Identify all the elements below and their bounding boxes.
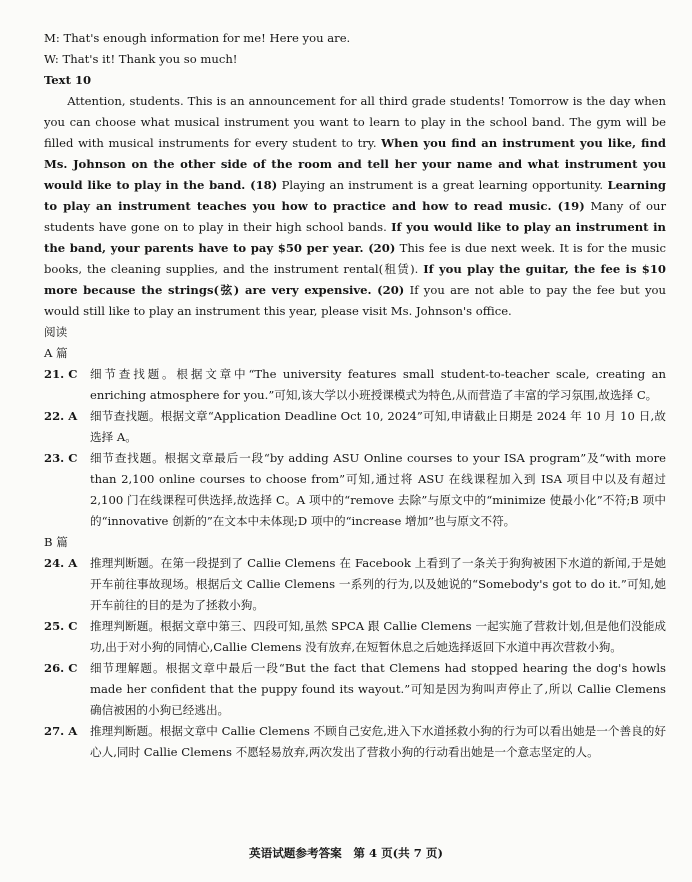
text10-seg: If you are not able to pay the fee but you would still like to play an instrument this year, please visit Ms. Johnson's office. [44,283,666,318]
answer-number: 23. C [44,451,78,465]
reading-heading: 阅读 [44,325,68,339]
answer-item [44,364,666,406]
text10-seg-bold: Learning to play an instrument teaches you how to practice and how to read music. (19) [44,178,666,213]
text10-seg: Attention, students. This is an announcement for all third grade students! Tomorrow is the day when you can choose what musical instrument you want to learn to play in the school band. The gym will be filled with musical instruments for every student to try. [44,94,666,150]
answer-item [44,616,666,658]
text10-seg-bold: If you would like to play an instrument in the band, your parents have to pay $50 per year. (20) [44,220,666,255]
text10-seg-bold: When you find an instrument you like, find Ms. Johnson on the other side of the room and tell her your name and what instrument you would like to play in the band. (18) [44,136,666,192]
answer-number: 27. A [44,724,78,738]
answer-explanation: 推理判断题。在第一段提到了 Callie Clemens 在 Facebook 上看到了一条关于狗狗被困下水道的新闻,于是她开车前往事故现场。根据后文 Callie Clemens 一系列的行为,以及她说的“Somebody's got to do it.”可知,她开车前往的目的是为了拯救小狗。 [90,556,666,612]
text10-heading: Text 10 [44,73,92,87]
answer-explanation: 细节理解题。根据文章中最后一段“But the fact that Clemens had stopped hearing the dog's howls made her confident that the puppy found its wayout.”可知是因为狗叫声停止了,所以 Callie Clemens 确信被困的小狗已经逃出。 [90,661,666,717]
section-a-heading: A 篇 [44,346,68,360]
answer-item [44,448,666,532]
answer-explanation: 细节查找题。根据文章中“The university features small student-to-teacher scale, creating an enriching atmosphere for you.”可知,该大学以小班授课模式为特色,从而营造了丰富的学习氛围,故选择 C。 [90,367,666,402]
answer-explanation: 细节查找题。根据文章最后一段“by adding ASU Online courses to your ISA program”及“with more than 2,100 online courses to choose from”可知,通过将 ASU 在线课程加入到 ISA 项目中以及有超过 2,100 门在线课程可供选择,故选择 C。A 项中的“remove 去除”与原文中的“minimize 使最小化”不符;B 项中的“innovative 创新的”在文本中未体现;D 项中的“increase 增加”也与原文不符。 [90,451,666,528]
dialogue-line-m: M: That's enough information for me! Here you are. [44,31,351,45]
answer-number: 22. A [44,409,78,423]
page-footer: 英语试题参考答案 第 4 页(共 7 页) [249,846,443,860]
answer-item [44,553,666,616]
answer-number: 24. A [44,556,78,570]
text10-seg-bold: If you play the guitar, the fee is $10 more because the strings(弦) are very expensive. (20) [44,262,666,297]
answer-item [44,658,666,721]
answer-item [44,406,666,448]
answer-number: 26. C [44,661,78,675]
text10-seg: Many of our students have gone on to play in their high school bands. [44,199,667,234]
answer-number: 21. C [44,367,78,381]
answer-explanation: 细节查找题。根据文章“Application Deadline Oct 10, 2024”可知,申请截止日期是 2024 年 10 月 10 日,故选择 A。 [90,409,666,444]
text10-seg: Playing an instrument is a great learning opportunity. [277,178,608,192]
answer-number: 25. C [44,619,78,633]
section-b-heading: B 篇 [44,535,68,549]
answer-explanation: 推理判断题。根据文章中 Callie Clemens 不顾自己安危,进入下水道拯救小狗的行为可以看出她是一个善良的好心人,同时 Callie Clemens 不愿轻易放弃,两次发出了营救小狗的行动看出她是一个意志坚定的人。 [90,724,666,759]
answer-item [44,721,666,763]
text10-paragraph [44,91,666,322]
answer-explanation: 推理判断题。根据文章中第三、四段可知,虽然 SPCA 跟 Callie Clemens 一起实施了营救计划,但是他们没能成功,出于对小狗的同情心,Callie Clemens 没有放弃,在短暂休息之后她选择返回下水道中再次营救小狗。 [90,619,666,654]
text10-seg: This fee is due next week. It is for the music books, the cleaning supplies, and the instrument rental(租赁). [44,241,666,276]
dialogue-line-w: W: That's it! Thank you so much! [44,52,238,66]
